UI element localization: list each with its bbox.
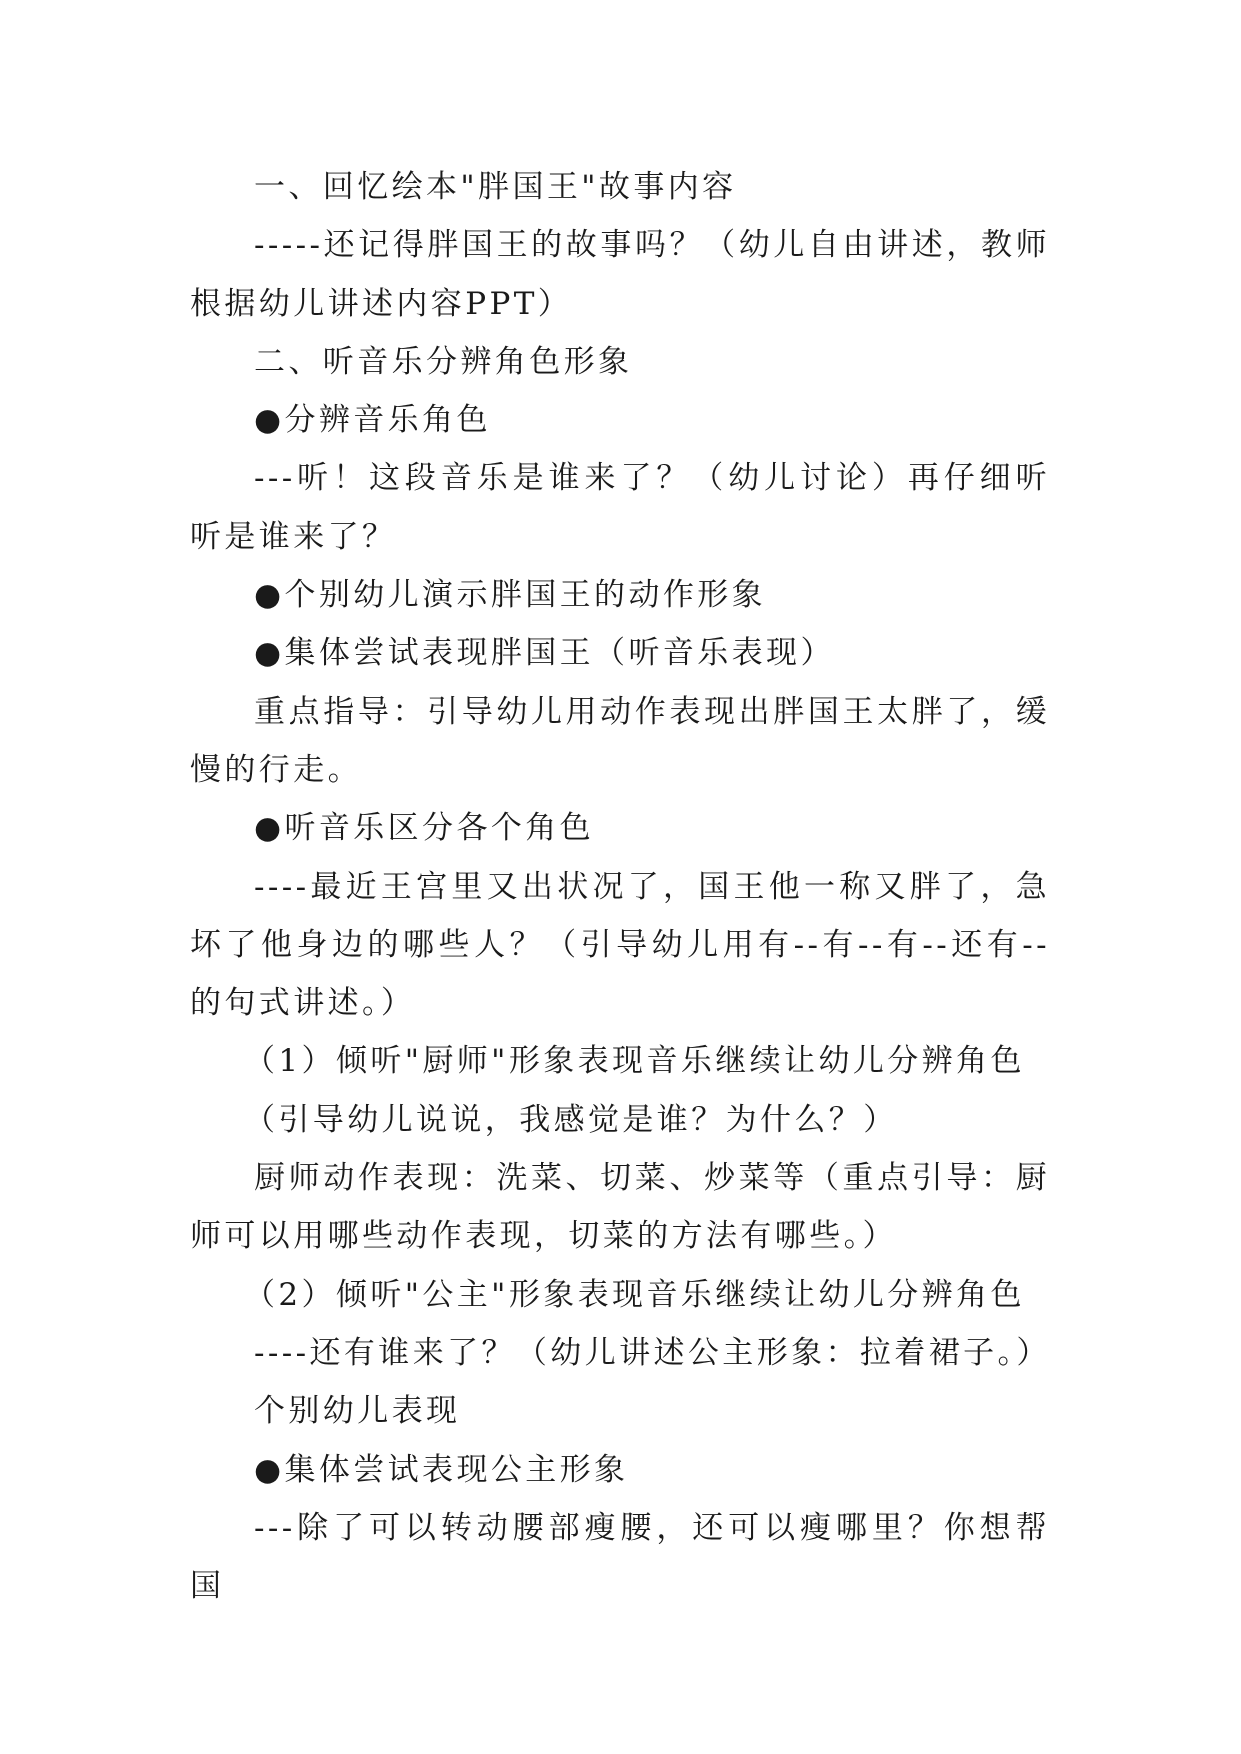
paragraph-7: ●集体尝试表现胖国王（听音乐表现） xyxy=(254,635,835,672)
document-body xyxy=(190,158,1050,1615)
paragraph-9: ●听音乐区分各个角色 xyxy=(254,810,595,847)
paragraph-3: 二、听音乐分辨角色形象 xyxy=(254,343,633,380)
paragraph-12: （引导幼儿说说，我感觉是谁？为什么？） xyxy=(244,1101,898,1138)
paragraph-8: 重点指导：引导幼儿用动作表现出胖国王太胖了，缓慢的行走。 xyxy=(190,693,1050,788)
paragraph-13: 厨师动作表现：洗菜、切菜、炒菜等（重点引导：厨师可以用哪些动作表现，切菜的方法有哪些。） xyxy=(190,1160,1050,1255)
paragraph-17: ●集体尝试表现公主形象 xyxy=(254,1451,629,1488)
paragraph-18: ---除了可以转动腰部瘦腰，还可以瘦哪里？你想帮国 xyxy=(190,1509,1050,1605)
paragraph-16: 个别幼儿表现 xyxy=(254,1393,461,1430)
paragraph-10: ----最近王宫里又出状况了，国王他一称又胖了，急坏了他身边的哪些人？（引导幼儿用有--有--有--还有--的句式讲述。） xyxy=(190,868,1050,1022)
paragraph-6: ●个别幼儿演示胖国王的动作形象 xyxy=(254,577,767,614)
paragraph-14: （2）倾听"公主"形象表现音乐继续让幼儿分辨角色 xyxy=(244,1276,1025,1313)
paragraph-11: （1）倾听"厨师"形象表现音乐继续让幼儿分辨角色 xyxy=(244,1043,1025,1080)
paragraph-4: ●分辨音乐角色 xyxy=(254,402,491,439)
paragraph-1: 一、回忆绘本"胖国王"故事内容 xyxy=(254,169,737,205)
paragraph-15: ----还有谁来了？（幼儿讲述公主形象：拉着裙子。） xyxy=(254,1334,1051,1371)
paragraph-2: -----还记得胖国王的故事吗？（幼儿自由讲述，教师根据幼儿讲述内容PPT） xyxy=(190,227,1050,322)
paragraph-5: ---听！这段音乐是谁来了？（幼儿讨论）再仔细听听是谁来了？ xyxy=(190,460,1050,555)
